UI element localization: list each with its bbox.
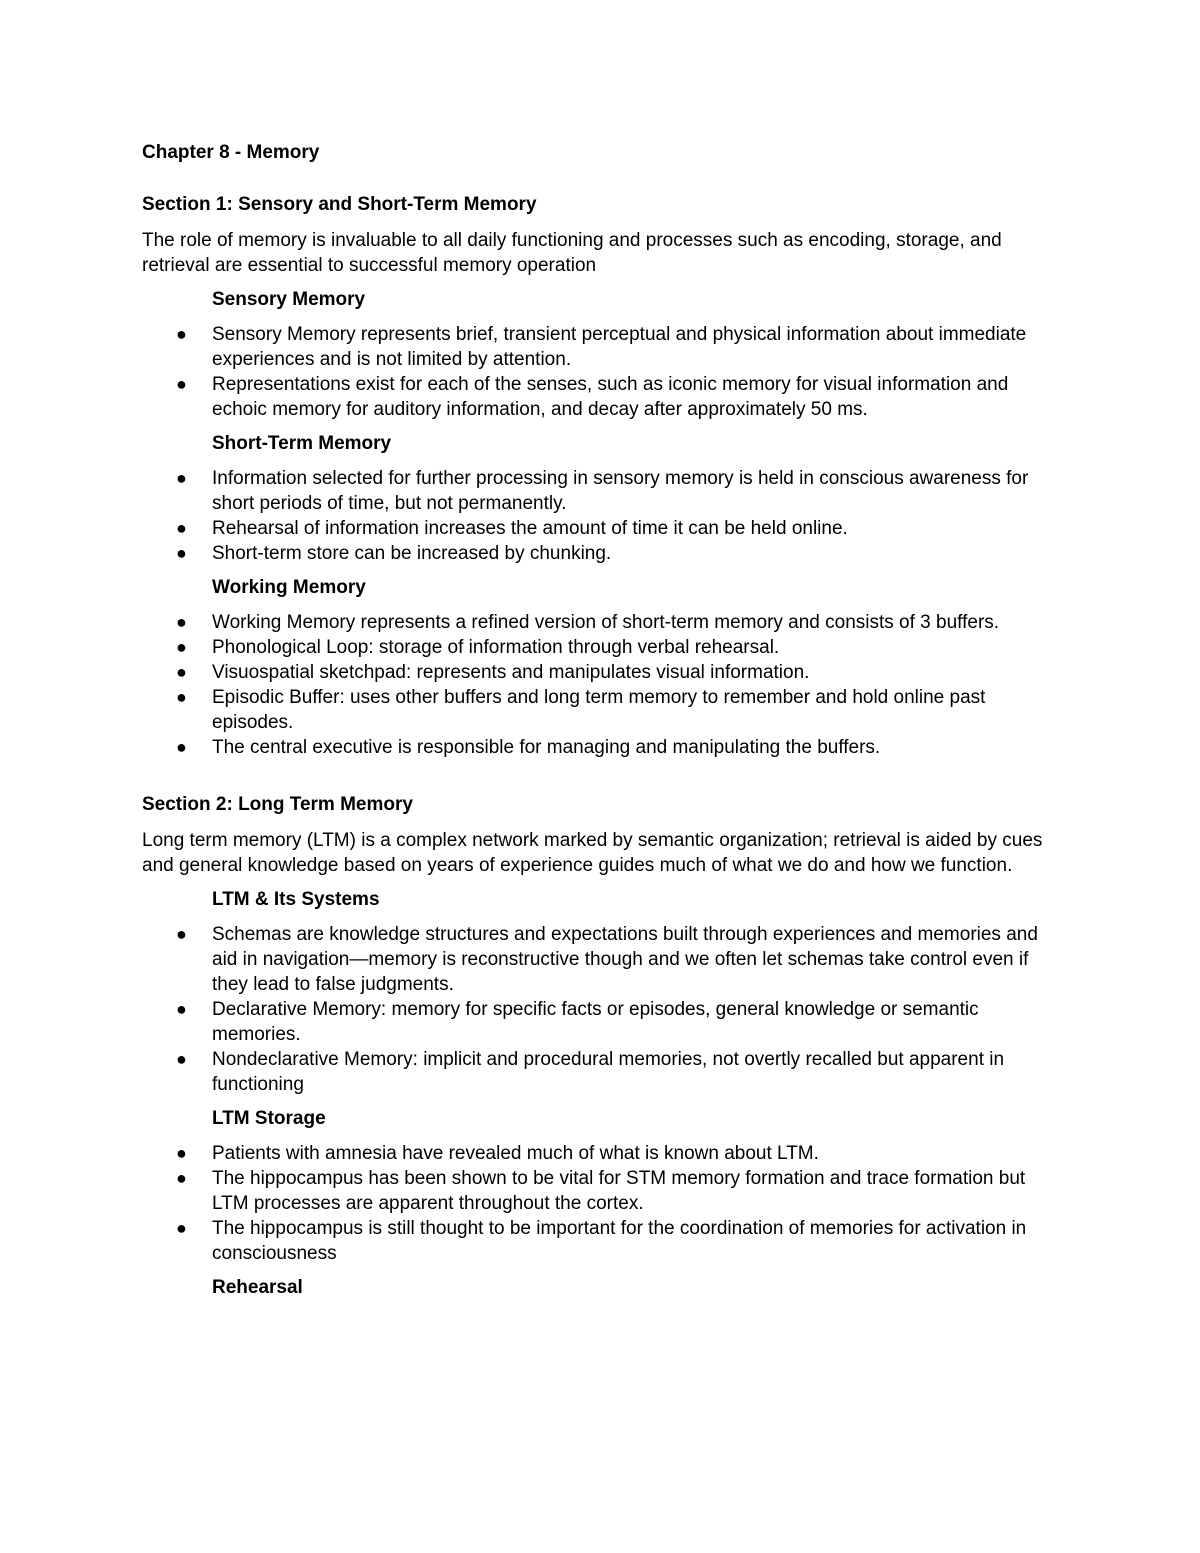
bullet-icon: ● bbox=[176, 924, 187, 944]
bullet-list bbox=[142, 922, 1062, 1097]
subsection-heading: LTM & Its Systems bbox=[212, 889, 380, 910]
list-item: ● The hippocampus is still thought to be important for the coordination of memories for activation in consciousness bbox=[176, 1218, 1027, 1264]
section-1 bbox=[142, 193, 1062, 760]
list-item: ● The hippocampus has been shown to be vital for STM memory formation and trace formation but LTM processes are apparent throughout the cortex. bbox=[176, 1168, 1026, 1214]
bullet-list bbox=[142, 322, 1062, 422]
list-item: ● Representations exist for each of the senses, such as iconic memory for visual information and echoic memory for auditory information, and decay after approximately 50 ms. bbox=[176, 374, 1009, 420]
bullet-icon: ● bbox=[176, 1168, 187, 1188]
list-item: ● The central executive is responsible for managing and manipulating the buffers. bbox=[176, 737, 881, 758]
bullet-list bbox=[142, 466, 1062, 566]
bullet-icon: ● bbox=[176, 737, 187, 757]
list-item: ● Short-term store can be increased by chunking. bbox=[176, 543, 612, 564]
bullet-icon: ● bbox=[176, 324, 187, 344]
subsection-heading: Sensory Memory bbox=[212, 289, 366, 310]
bullet-icon: ● bbox=[176, 999, 187, 1019]
list-item: ● Information selected for further processing in sensory memory is held in conscious awareness for short periods of time, but not permanently. bbox=[176, 468, 1029, 514]
bullet-icon: ● bbox=[176, 1143, 187, 1163]
bullet-icon: ● bbox=[176, 543, 187, 563]
bullet-icon: ● bbox=[176, 637, 187, 657]
bullet-list bbox=[142, 1141, 1062, 1266]
bullet-icon: ● bbox=[176, 662, 187, 682]
list-item: ● Sensory Memory represents brief, transient perceptual and physical information about immediate experiences and is not limited by attention. bbox=[176, 324, 1027, 370]
subsection-heading: Rehearsal bbox=[212, 1277, 303, 1298]
bullet-icon: ● bbox=[176, 612, 187, 632]
list-item: ● Visuospatial sketchpad: represents and manipulates visual information. bbox=[176, 662, 810, 683]
document-page bbox=[142, 141, 1062, 1310]
chapter-title: Chapter 8 - Memory bbox=[142, 142, 320, 163]
list-item: ● Schemas are knowledge structures and expectations built through experiences and memories and aid in navigation—memory is reconstructive though and we often let schemas take control even if they lead to false judgments. bbox=[176, 924, 1038, 995]
list-item: ● Declarative Memory: memory for specific facts or episodes, general knowledge or semantic memories. bbox=[176, 999, 979, 1045]
bullet-icon: ● bbox=[176, 468, 187, 488]
bullet-icon: ● bbox=[176, 1049, 187, 1069]
section-intro: Long term memory (LTM) is a complex network marked by semantic organization; retrieval is aided by cues and general knowledge based on years of experience guides much of what we do and how we function. bbox=[142, 830, 1043, 876]
list-item: ● Nondeclarative Memory: implicit and procedural memories, not overtly recalled but apparent in functioning bbox=[176, 1049, 1005, 1095]
bullet-icon: ● bbox=[176, 518, 187, 538]
list-item: ● Patients with amnesia have revealed much of what is known about LTM. bbox=[176, 1143, 819, 1164]
section-intro: The role of memory is invaluable to all daily functioning and processes such as encoding, storage, and retrieval are essential to successful memory operation bbox=[142, 230, 1002, 276]
subsection-heading: LTM Storage bbox=[212, 1108, 326, 1129]
section-title: Section 1: Sensory and Short-Term Memory bbox=[142, 194, 537, 215]
subsection-heading: Working Memory bbox=[212, 577, 366, 598]
subsection-heading: Short-Term Memory bbox=[212, 433, 392, 454]
bullet-icon: ● bbox=[176, 374, 187, 394]
list-item: ● Rehearsal of information increases the amount of time it can be held online. bbox=[176, 518, 848, 539]
bullet-list bbox=[142, 610, 1062, 760]
bullet-icon: ● bbox=[176, 1218, 187, 1238]
list-item: ● Phonological Loop: storage of information through verbal rehearsal. bbox=[176, 637, 780, 658]
list-item: ● Episodic Buffer: uses other buffers and long term memory to remember and hold online past episodes. bbox=[176, 687, 986, 733]
section-2 bbox=[142, 793, 1062, 1300]
list-item: ● Working Memory represents a refined version of short-term memory and consists of 3 buffers. bbox=[176, 612, 1000, 633]
bullet-icon: ● bbox=[176, 687, 187, 707]
section-title: Section 2: Long Term Memory bbox=[142, 794, 413, 815]
